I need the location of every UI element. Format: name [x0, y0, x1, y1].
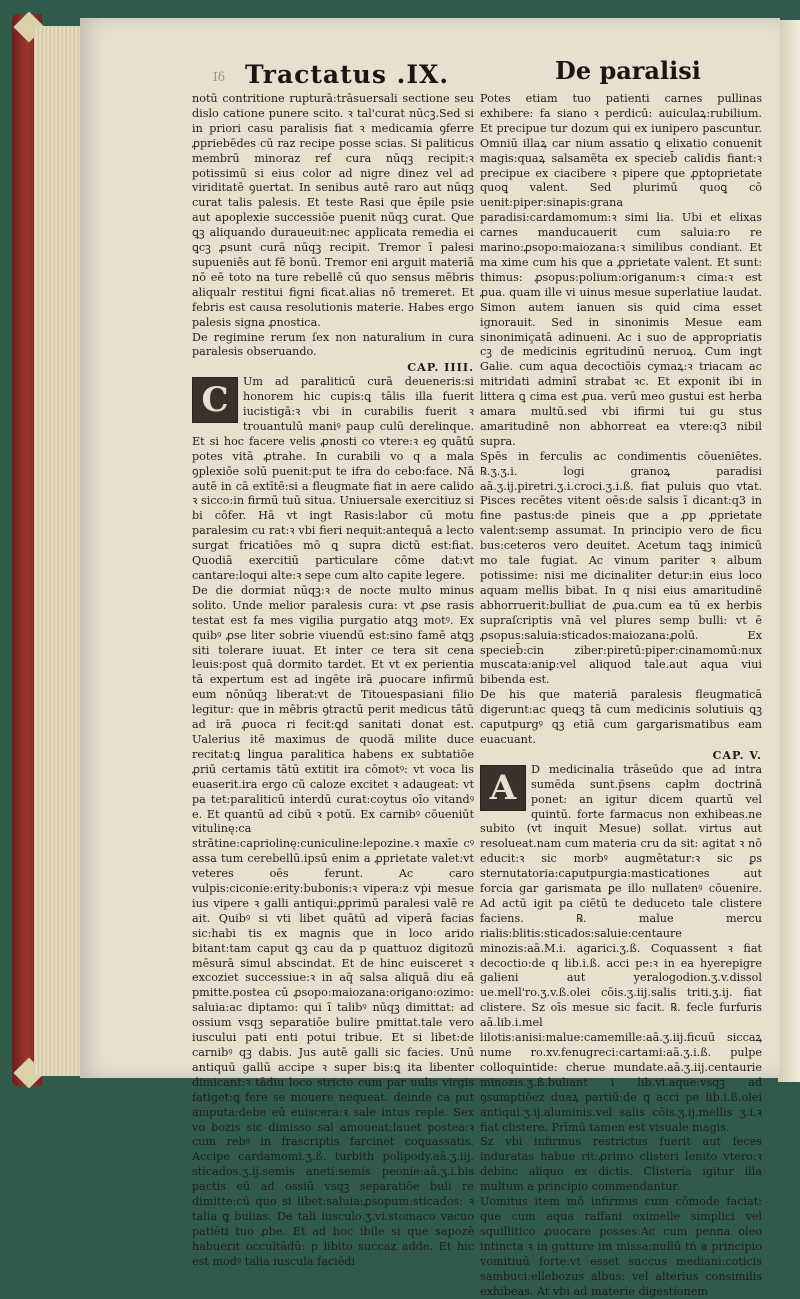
- running-head-left: Tractatus .IX.: [245, 60, 450, 89]
- facing-page-edge: [778, 20, 800, 1082]
- paragraph: Sz vbi infirmus restrictus fuerit aut feces induratas habue rit:ꝓrimo clisteri lenito vtero:ꝛ debinc aliquo ex dictis. Clisteria igitur illa multum a principio commendantur.: [480, 1135, 762, 1194]
- paragraph: De die dormiat nūqꝫ:ꝛ de nocte multo minus solito. Unde melior paralesis cura: vt ꝓse rasis testat est fa mes vigilia purgatio atꝗꝫ motꝰ. Ex quibꝰ ꝓse liter sobrie viuendū est:sino famē atꝗꝫ siti tolerare iuuat. Et inter ce tera sit cena leuis:post quā dormito tardet. Et vt ex perientia tā expertum est ad ingēte irā ꝓuocare infirmū eum nōnūqꝫ liberat:vt de Titouespasiani filio legitur: que in mēbris ꝯtractū perit medicus tātū ad irā ꝓuoca ri fecit:ꝗd sanitati donat est. Ualerius itē maximus de quodā milite duce recitat:ꝗ lingua paralitica habens ex subtatiōe ꝓriū certamis tātū extitit ira cōmotꝰ: vt voca lis euaserit.ira ergo cū caloze excitet ꝛ adaugeat: vt pa tet:paraliticū interdū curat:coytus oīo vitandꝰ e. Et quantū ad cibū ꝛ potū. Ex carnibꝰ cōueniūt vitulinę:ca strātine:capriolinę:cuniculine:lepozine.ꝛ maxīe cꝰ assa tum cerebellū.ipsū enim a ꝓprietate valet:vt veteres oēs ferunt. Ac caro vulpis:ciconie:erity:bubonis:ꝛ vipera:z vṗi mesue ius vipere ꝛ galli antiqui:ꝓprimū paralesi valē re ait. Quibꝰ si vti libet quātū ad viperā facias sic:habi tis ex magnis que in loco arido bitant:tam caput ꝗꝫ cau da p quattuoz digitozū mēsurā simul abscindat. Et de hinc euisceret ꝛ excoziet successiue:ꝛ in aq̄ salsa aliquā diu eā pmitte.postea cū ꝓsopo:maiozana:origano:ozimo: saluia:ac diptamo: qui ī talibꝰ nūqꝫ dimittat: ad ossium vsqꝫ separatiōe bulire pmittat.tale vero iuscului pati enti potui tribue. Et si libet:de carnibꝰ qꝫ dabis. Jus autē galli sic facies. Unū antiquū gallū accipe ꝛ super bis:ꝗ ita libenter dimicant:ꝛ tādiu loco stricto cum par uulis virgis fatiget:ꝗ fere se mouere nequeat. deinde ca put amputa:debe eū euiscera:ꝛ sale intus reple. Sex vo bozis sic dimisso sal amoueat:lauet postea:ꝛ cum rebꝰ in frascriptis farcinet coꝗuassatis. Accipe cardamomi.ʒ.ß. turbith polipody.aā.ʒ.iij. sticados.ʒ.ij.semis aneti:semis peonie:aā.ʒ.i.bis pactis eū ad ossiū vsqꝫ separatiōe buli re dimitte:cū quo si libet:saluia:ꝓsopum:sticados: ꝛ talia ꝗ bulias. De tali iusculo.ʒ.vi.stomaco vacuo patiēti tuo ꝓbe. Et ad hoc ibile si que sapozē habuerit occultādū: p libito succaz adde. Et hic est modꝰ talia iuscula faciēdi: [192, 583, 474, 1268]
- folio-mark: Iδ: [213, 70, 225, 84]
- left-text-column: [192, 92, 474, 1268]
- decorated-initial: C: [192, 377, 238, 423]
- section-heading: De his que materiā paralesis fleugmaticā digerunt:ac queꝗꝫ tā cum medicinis solutiuis ꝗꝫ caputpurgꝰ ꝗꝫ etiā cum gargarismatibus eam euacuant.: [480, 688, 762, 746]
- decorated-initial: A: [480, 765, 526, 811]
- paragraph: Uomitus item mō infirmus cum cōmode faciat: que cum aqua raffani oximelle simplici vel squillitico ꝓuocare posses:Ac cum penna oleo intincta ꝛ in gutture im missa:nullū tñ a principio vomitiuū forte:vt esset succus mediani:coticis sambuci:ellebozus albus: vel alterius consimilis exhibeas. At vbi ad materie digestionem: [480, 1195, 762, 1298]
- paragraph: Um ad paraliticū curā deueneris:si honorem hic cupis:ꝗ tālis illa fuerit iucistigā:ꝛ vbi in curabilis fuerit ꝛ trouantulū maniꝰ paup culū derelinque. Et si hoc facere velis ꝓnosti co vtere:ꝛ eꝯ quātū potes vitā ꝓtrahe. In curabili vo q a mala ꝯplexiōe solū puenit:put te ifra do cebo:face. Nā autē in cā extītē:si a fleugmate fiat in aere calido ꝛ sicco:in firmū tuū situa. Uniuersale exercitiuz si bi cōfer. Hā vt ingt Rasis:labor cū motu paralesim cu rat:ꝛ vbi fieri nequit:antequā a lecto surgat fricatiōes mō ꝗ supra dictū est:fiat. Quodiā exercitiū particulare cōme dat:vt cantare:loqui alte:ꝛ sepe cum alto capite legere.: [192, 375, 474, 582]
- right-text-column: [480, 92, 762, 1298]
- running-head-right: De paralisi: [555, 56, 701, 85]
- paragraph: Potes etiam tuo patienti carnes pullinas exhibere: fa siano ꝛ perdicū: auiculaꝝ:rubilium. Et precipue tur dozum qui ex iunipero pascuntur. Omniū illaꝝ car nium assatio ꝗ elixatio conuenit magis:quaꝝ salsamēta ex specieb̄ calidis fiant:ꝛ precipue ex ciacibere ꝛ pipere que ꝓptoprietate quoꝗ valent. Sed plurimū quoꝗ cō uenit:piper:sinapis:grana paradisi:cardamomum:ꝛ simi lia. Ubi et elixas carnes manducauerit cum saluia:ro re marino:ꝓsopo:maiozana:ꝛ similibus condiant. Et ma xime cum his que a ꝓprietate valent. Et sunt: thimus: ꝓsopus:polium:origanum:ꝛ cima:ꝛ est ꝓua. quam ille vi uinus mesue superlatiue laudat. Simon autem ianuen sis quid cima esset ignorauit. Sed in sinonimis Mesue eam sinonimiçatā adinueni. Ac i suo de appropriatis cꝫ de medicinis egritudinū neruoꝝ. Cum ingt Galie. cum aqua decoctiōis cymaꝝ:ꝛ triacam ac mitridati adminī strabat ꝛc. Et exponit ibi in littera ꝗ cima est ꝓua. verū meo gustui est herba amara multū.sed vbi ifirmi tui gu stus amaritudinē non abhorreat ea vtere:q3 nibil supra.: [480, 92, 762, 448]
- chapter-number: CAP. IIII.: [407, 360, 474, 375]
- section-heading: De regimine rerum ſex non naturalium in cura paralesis obseruando.: [192, 330, 474, 359]
- paragraph: D medicinalia trāseūdo que ad intra sumēda sunt.p̄sens capłm doctrinā ponet: an igitur dicem quartū vel quintū. forte farmacus non exhibeas.ne subito (vt inquit Mesue) sollat. virtus aut resolueat.nam cum materia cru da sit: agitat ꝛ nō educit:ꝛ sic morbꝰ augmētatur:ꝛ sic ꝑs sternutatoria:caputpurgia:masticationes aut forcia gar garismata ꝑe illo nullatenꝰ cōuenire. Ad actū igit pa ciētū te deduceto tale clistere faciens. ℞. malue mercu rialis:blitis:sticados:saluie:centaure minozis:aā.M.i. agarici.ʒ.ß. Coquassent ꝛ fiat decoctio:de q lib.i.ß. acci pe:ꝛ in ea hyerepigre galieni aut yeralogodion.ʒ.v.dissol ue.mell'ro.ʒ.v.ß.olei cōis.ʒ.iij.salis triti.ʒ.ij. fiat clistere. Sz oīs mesue sic facit. ℞. fecle furfuris aā.lib.i.mel lilotis:anisi:malue:camemille:aā.ʒ.iij.ficuū siccaꝝ nume ro.xv.fenugreci:cartami:aā.ʒ.i.ß. pulpe colloquintide: cherue mundate.aā.ʒ.iij.centaurie minozis.ʒ.ß.buliant i lib.vi.aque:vsqꝫ ad ꝯsumptiōez duaꝝ partiū:de ꝗ acci pe lib.i.ß.olei antiqui.ʒ.ij.aluminis.vel salis cōis.ʒ.ij.mellis ʒ.i.ꝛ fiat clistere. Prīmū tamen est visuale magis.: [480, 762, 762, 1134]
- chapter-number: CAP. V.: [712, 747, 762, 762]
- paragraph: notū contritione rupturā:trāsuersali sectione seu dislo catione punere scito. ꝛ tal'curat nūcꝫ.Sed si in priori casu paralisis fiat ꝛ medicamia ꝯferre ꝓpriebēdes cū raz recipe posse scias. Si paliticus membrū minoraz ref cura nūqꝫ recipit:ꝛ potissimū si eius color ad nigre dinez vel ad viriditatē ꝯuertat. In senibus autē raro aut nūqꝫ curat talis palesis. Et teste Rasi que ēpile psie aut apoplexie successiōe puenit nūqꝫ curat. Que ꝗꝫ aliquando duraueuit:nec applicata remedia ei ꝗcꝫ ꝓsunt curā nūqꝫ recipit. Tremor ī palesi supueniēs aut fē bonū. Tremor eni arguit materiā nō eē toto na ture rebellē cū quo sensus mēbris aliqualr restitui figni ficat.alias nō tremeret. Et febris est causa resolutionis materie. Habes ergo palesis signa ꝓnostica.: [192, 92, 474, 329]
- paragraph: Spēs in ferculis ac condimentis cōueniētes. ℞.ʒ.ʒ.i. logi granoꝝ paradisi aā.ʒ.ij.piretri.ʒ.i.croci.ʒ.i.ß. fiat puluis quo vtat. Pisces recētes vitent oēs:de salsis ī dicant:q3 in fine pastus:de pineis que a ꝓp ꝓprietate valent:semp assumat. In principio vero de ficu bus:ceteros vero deuitet. Acetum taꝗꝫ inimicū mo tale fugiat. Ac vinum pariter ꝛ album potissime: nisi me dicinaliter detur:in eius loco aquam mellis bibat. In q nisi eius amaritudinē abhorruerit:bulliat de ꝓua.cum ea tū ex herbis supraſcriptis vnā vel plures semp bulli: vt ē ꝓsopus:saluia:sticados:maiozana:ꝓolū. Ex specieb̄:cin ziber:piretū:piper:cinamomū:nux muscata:aniꝑ:vel aliquod tale.aut aqua viui bibenda est.: [480, 449, 762, 687]
